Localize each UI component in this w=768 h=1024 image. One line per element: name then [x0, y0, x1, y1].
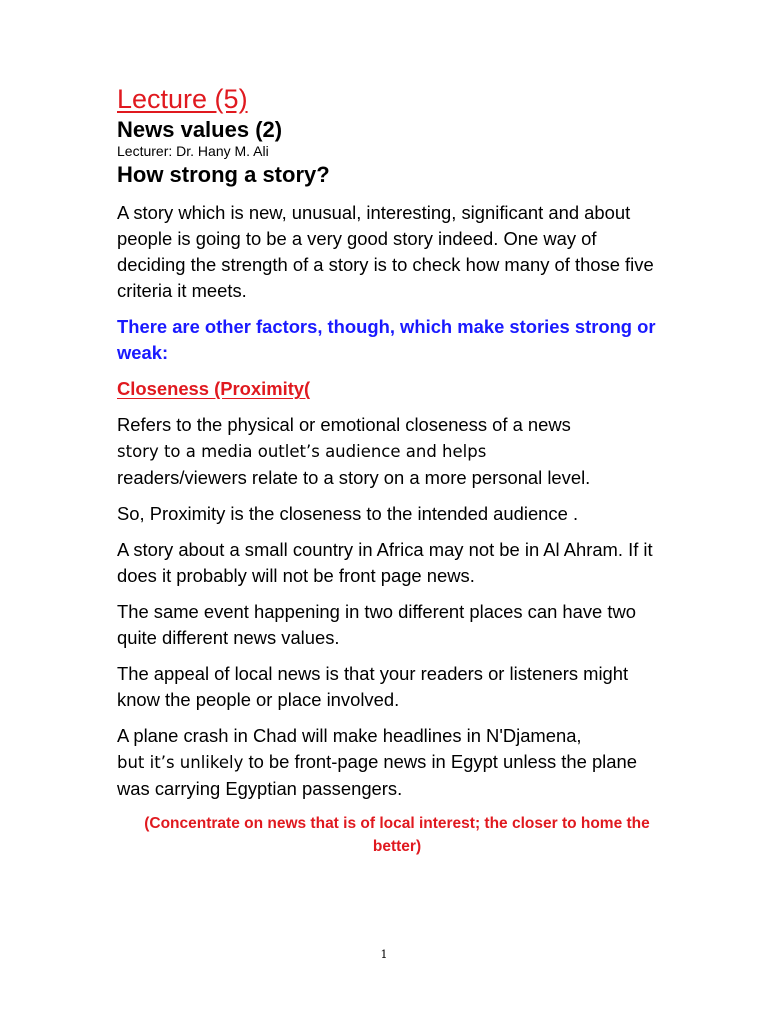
subtitle: News values (2): [117, 117, 283, 142]
plane-crash-unlikely: but it’s unlikely: [117, 753, 244, 772]
plane-crash-line-1: A plane crash in Chad will make headlines in N'Djamena,: [117, 725, 582, 746]
definition-line-2: story to a media outlet’s audience and helps: [117, 442, 487, 461]
plane-crash-rest: to be front-page news in Egypt unless the plane was carrying Egyptian passengers.: [117, 751, 637, 799]
lecture-title: Lecture (5): [117, 84, 248, 114]
section-question: How strong a story?: [117, 162, 330, 187]
local-interest-note: (Concentrate on news that is of local interest; the closer to home the better): [144, 815, 650, 855]
same-event-paragraph: The same event happening in two different places can have two quite different news values.: [117, 601, 637, 648]
definition-line-3: readers/viewers relate to a story on a more personal level.: [117, 467, 591, 488]
africa-example: A story about a small country in Africa may not be in Al Ahram. If it does it probably will not be front page news.: [117, 539, 653, 586]
definition-line-1: Refers to the physical or emotional closeness of a news: [117, 414, 571, 435]
proximity-summary: So, Proximity is the closeness to the intended audience .: [117, 503, 579, 524]
page-number: 1: [380, 948, 388, 961]
plane-crash-paragraph: [117, 723, 657, 802]
factors-heading: There are other factors, though, which make stories strong or weak:: [117, 316, 656, 363]
intro-paragraph: A story which is new, unusual, interesting, significant and about people is going to be a very good story indeed. One way of deciding the strength of a story is to check how many of those five criteria it meets.: [117, 202, 654, 301]
proximity-definition: [117, 412, 657, 491]
document-page: [117, 82, 657, 858]
local-news-paragraph: The appeal of local news is that your readers or listeners might know the people or place involved.: [117, 663, 629, 710]
closeness-heading: Closeness (Proximity(: [117, 378, 311, 399]
lecturer-line: Lecturer: Dr. Hany M. Ali: [117, 143, 269, 159]
